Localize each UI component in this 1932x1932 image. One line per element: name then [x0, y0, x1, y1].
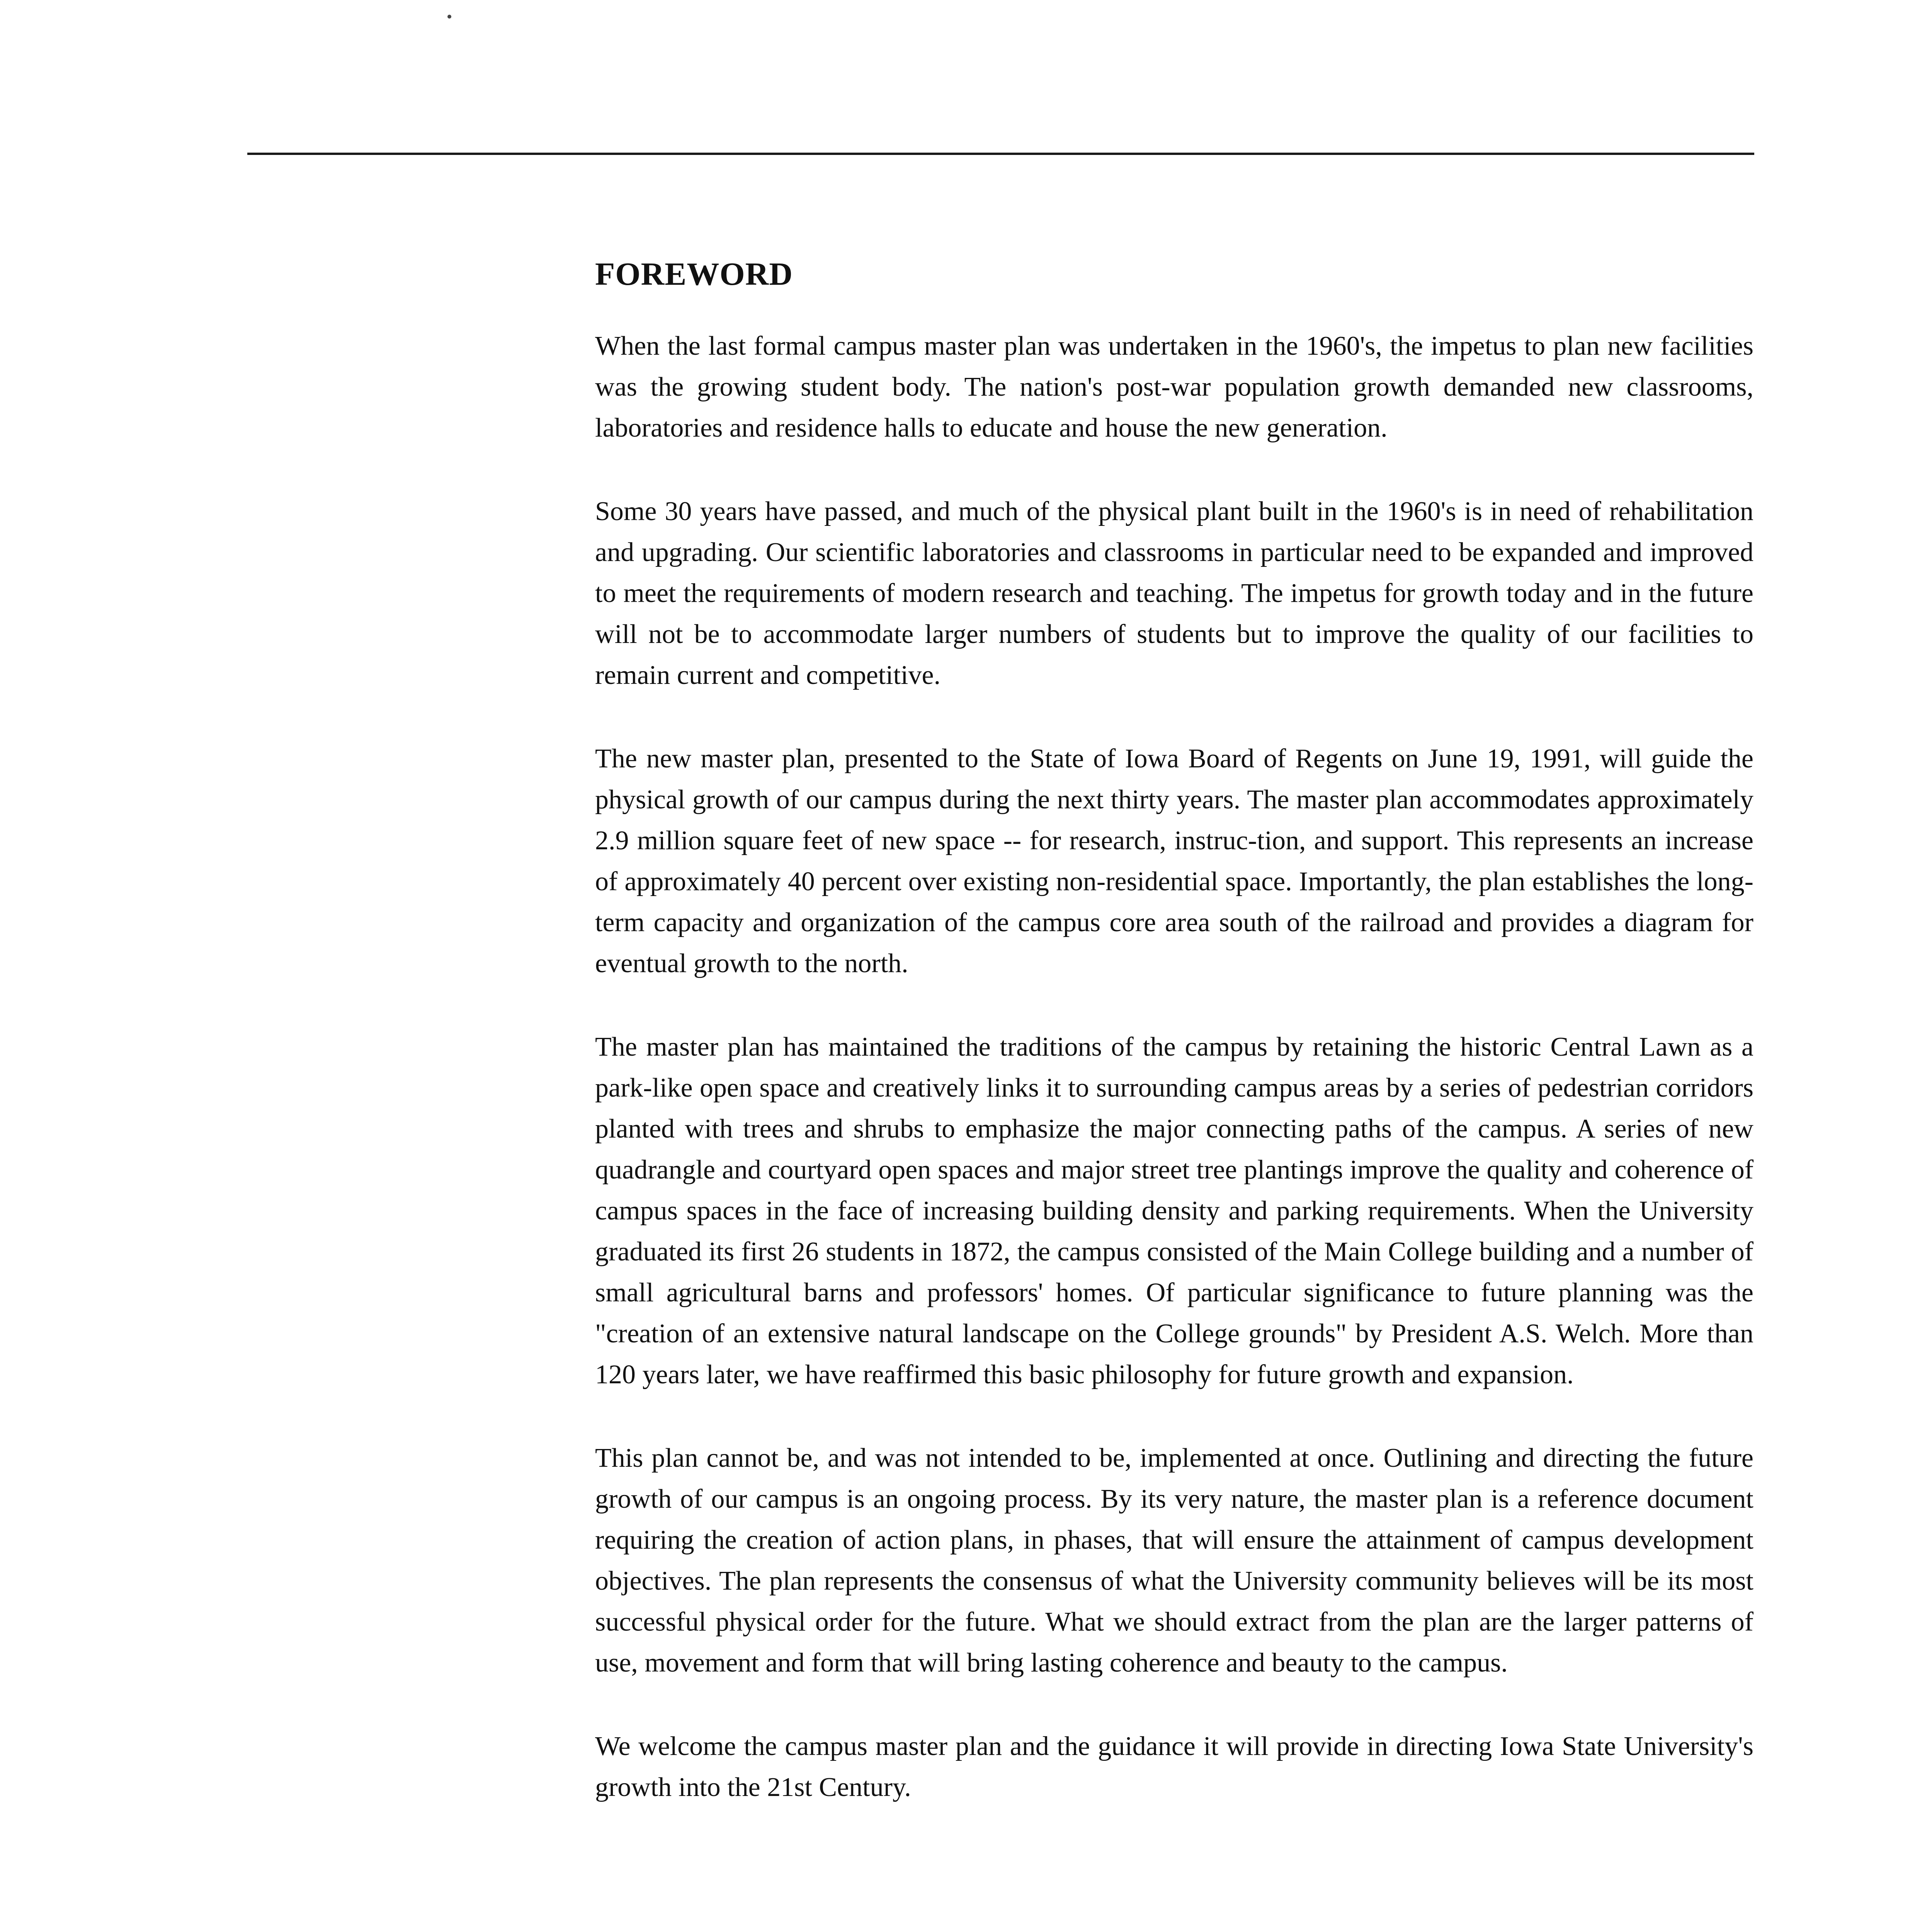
paragraph-3: The new master plan, presented to the State of Iowa Board of Regents on June 19, 1991, will guide the physical growth of our campus during the next thirty years. The master plan accommodates approximately 2.9 million square feet of new space -- for research, instruc-tion, and support. This represents an increase of approximately 40 percent over existing non-residential space. Importantly, the plan establishes the long-term capacity and organization of the campus core area south of the railroad and provides a diagram for eventual growth to the north. [595, 743, 1753, 978]
page-title: FOREWORD [595, 256, 793, 292]
paragraph-2: Some 30 years have passed, and much of the physical plant built in the 1960's is in need of rehabilitation and upgrading. Our scientific laboratories and classrooms in particular need to be expanded and improved to meet the requirements of modern research and teaching. The impetus for growth today and in the future will not be to accommodate larger numbers of students but to improve the quality of our facilities to remain current and competitive. [595, 496, 1753, 690]
foreword-body [595, 255, 1753, 1850]
closing-paragraph: We welcome the campus master plan and the guidance it will provide in directing Iowa State University's growth into the 21st Century. [595, 1731, 1753, 1802]
paragraph-1: When the last formal campus master plan was undertaken in the 1960's, the impetus to plan new facilities was the growing student body. The nation's post-war population growth demanded new classrooms, laboratories and residence halls to educate and house the new generation. [595, 331, 1753, 443]
paragraph-5: This plan cannot be, and was not intended to be, implemented at once. Outlining and directing the future growth of our campus is an ongoing process. By its very nature, the master plan is a reference document requiring the creation of action plans, in phases, that will ensure the attainment of campus development objectives. The plan represents the consensus of what the University community believes will be its most successful physical order for the future. What we should extract from the plan are the larger patterns of use, movement and form that will bring lasting coherence and beauty to the campus. [595, 1443, 1753, 1678]
top-rule [247, 153, 1754, 155]
scan-speck [447, 15, 451, 19]
paragraph-4: The master plan has maintained the traditions of the campus by retaining the historic Central Lawn as a park-like open space and creatively links it to surrounding campus areas by a series of pedestrian corridors planted with trees and shrubs to emphasize the major connecting paths of the campus. A series of new quadrangle and courtyard open spaces and major street tree plantings improve the quality and coherence of campus spaces in the face of increasing building density and parking requirements. When the University graduated its first 26 students in 1872, the campus consisted of the Main College building and a number of small agricultural barns and professors' homes. Of particular significance to future planning was the "creation of an extensive natural landscape on the College grounds" by President A.S. Welch. More than 120 years later, we have reaffirmed this basic philosophy for future growth and expansion. [595, 1032, 1753, 1389]
